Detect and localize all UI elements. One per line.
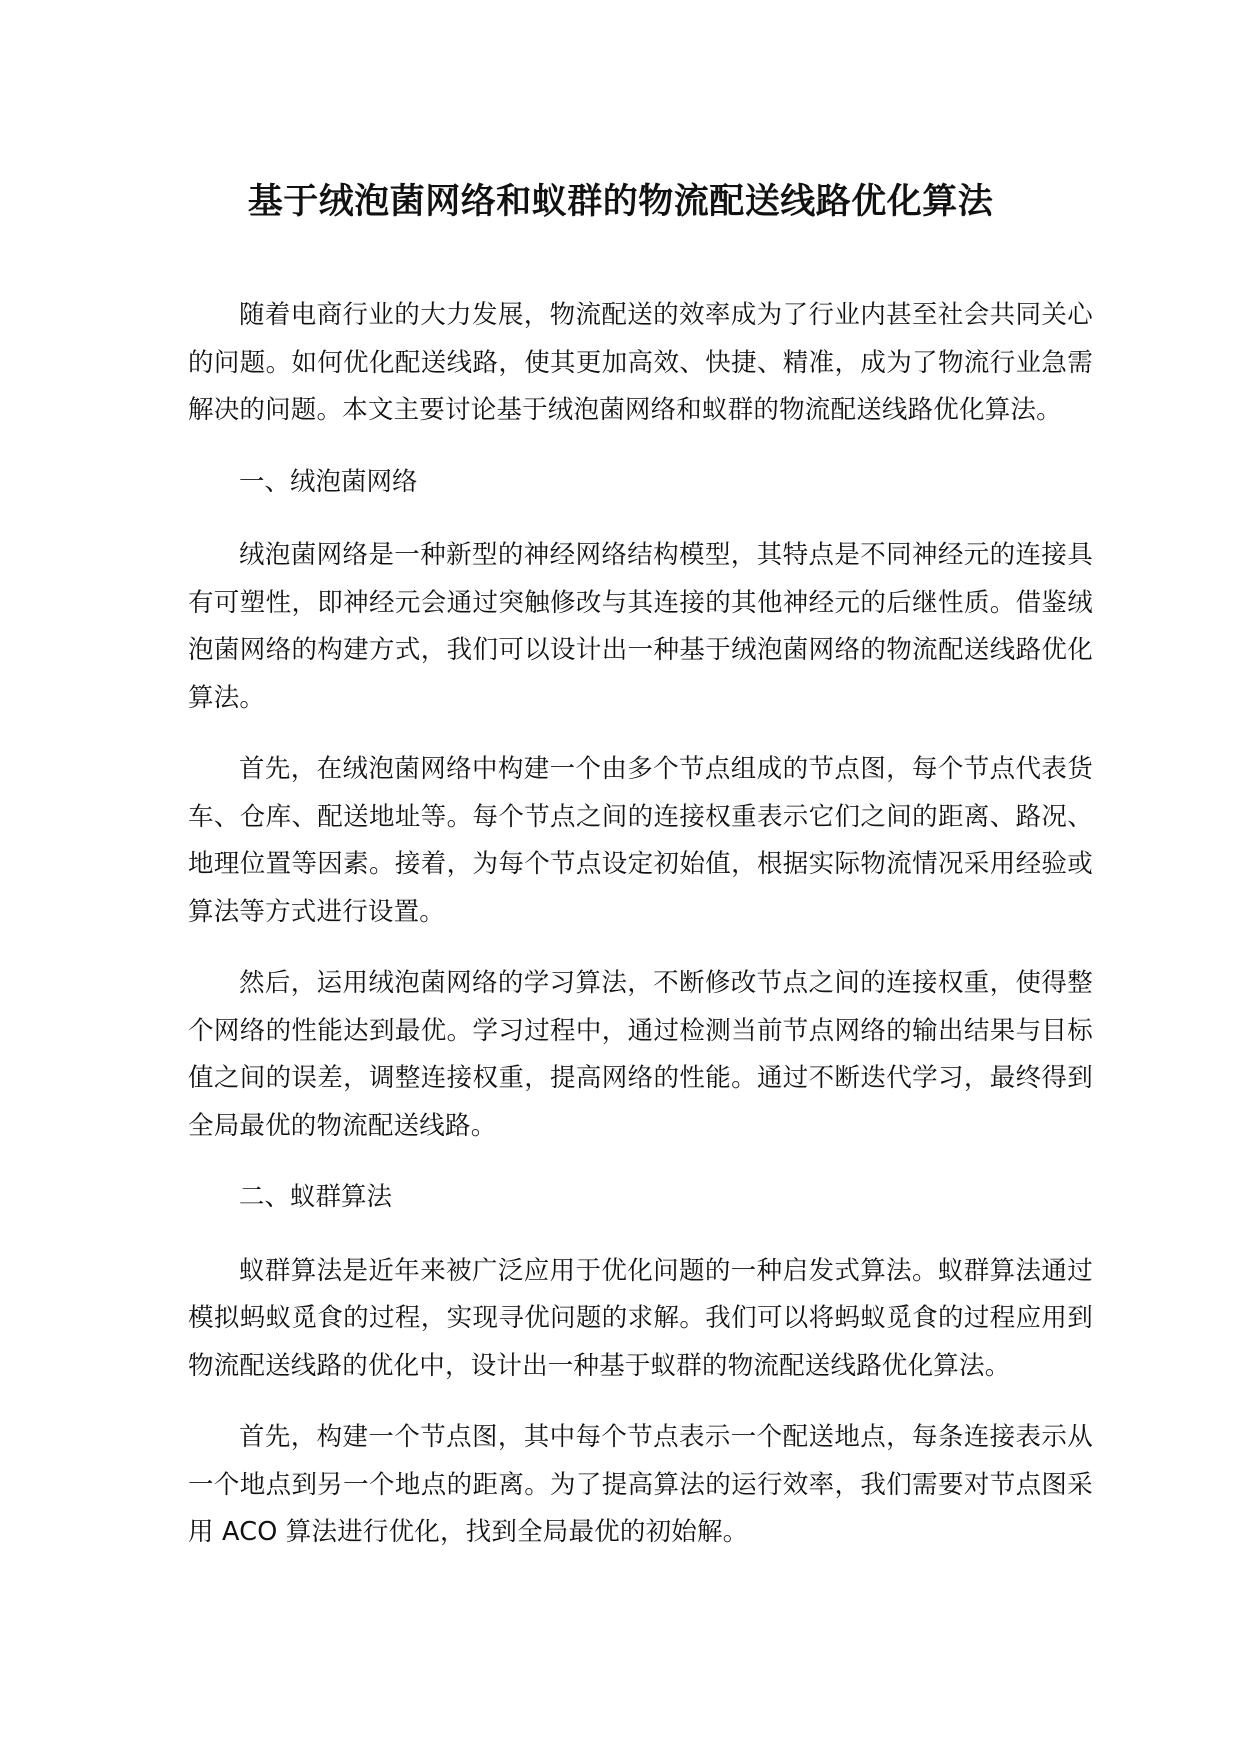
section-heading-2: 二、蚁群算法 — [239, 1182, 393, 1212]
document-title: 基于绒泡菌网络和蚁群的物流配送线路优化算法 — [247, 182, 994, 222]
document-body — [188, 292, 1093, 1581]
paragraph-ant-colony-description: 蚁群算法是近年来被广泛应用于优化问题的一种启发式算法。蚁群算法通过模拟蚂蚁觅食的过程，实现寻优问题的求解。我们可以将蚂蚁觅食的过程应用到物流配送线路的优化中，设计出一种基于蚁群的物流配送线路优化算法。 — [188, 1255, 1093, 1381]
paragraph-network-step-2: 然后，运用绒泡菌网络的学习算法，不断修改节点之间的连接权重，使得整个网络的性能达到最优。学习过程中，通过检测当前节点网络的输出结果与目标值之间的误差，调整连接权重，提高网络的性能。通过不断迭代学习，最终得到全局最优的物流配送线路。 — [188, 968, 1093, 1141]
paragraph-network-description: 绒泡菌网络是一种新型的神经网络结构模型，其特点是不同神经元的连接具有可塑性，即神经元会通过突触修改与其连接的其他神经元的后继性质。借鉴绒泡菌网络的构建方式，我们可以设计出一种基于绒泡菌网络的物流配送线路优化算法。 — [188, 540, 1093, 713]
paragraph-network-step-1: 首先，在绒泡菌网络中构建一个由多个节点组成的节点图，每个节点代表货车、仓库、配送地址等。每个节点之间的连接权重表示它们之间的距离、路况、地理位置等因素。接着，为每个节点设定初始值，根据实际物流情况采用经验或算法等方式进行设置。 — [188, 754, 1093, 927]
paragraph-intro: 随着电商行业的大力发展，物流配送的效率成为了行业内甚至社会共同关心的问题。如何优化配送线路，使其更加高效、快捷、精准，成为了物流行业急需解决的问题。本文主要讨论基于绒泡菌网络和蚁群的物流配送线路优化算法。 — [188, 300, 1093, 425]
paragraph-ant-colony-step-1: 首先，构建一个节点图，其中每个节点表示一个配送地点，每条连接表示从一个地点到另一个地点的距离。为了提高算法的运行效率，我们需要对节点图采用 ACO 算法进行优化，找到全局最优的初始解。 — [188, 1422, 1093, 1547]
section-heading-1: 一、绒泡菌网络 — [239, 466, 418, 497]
